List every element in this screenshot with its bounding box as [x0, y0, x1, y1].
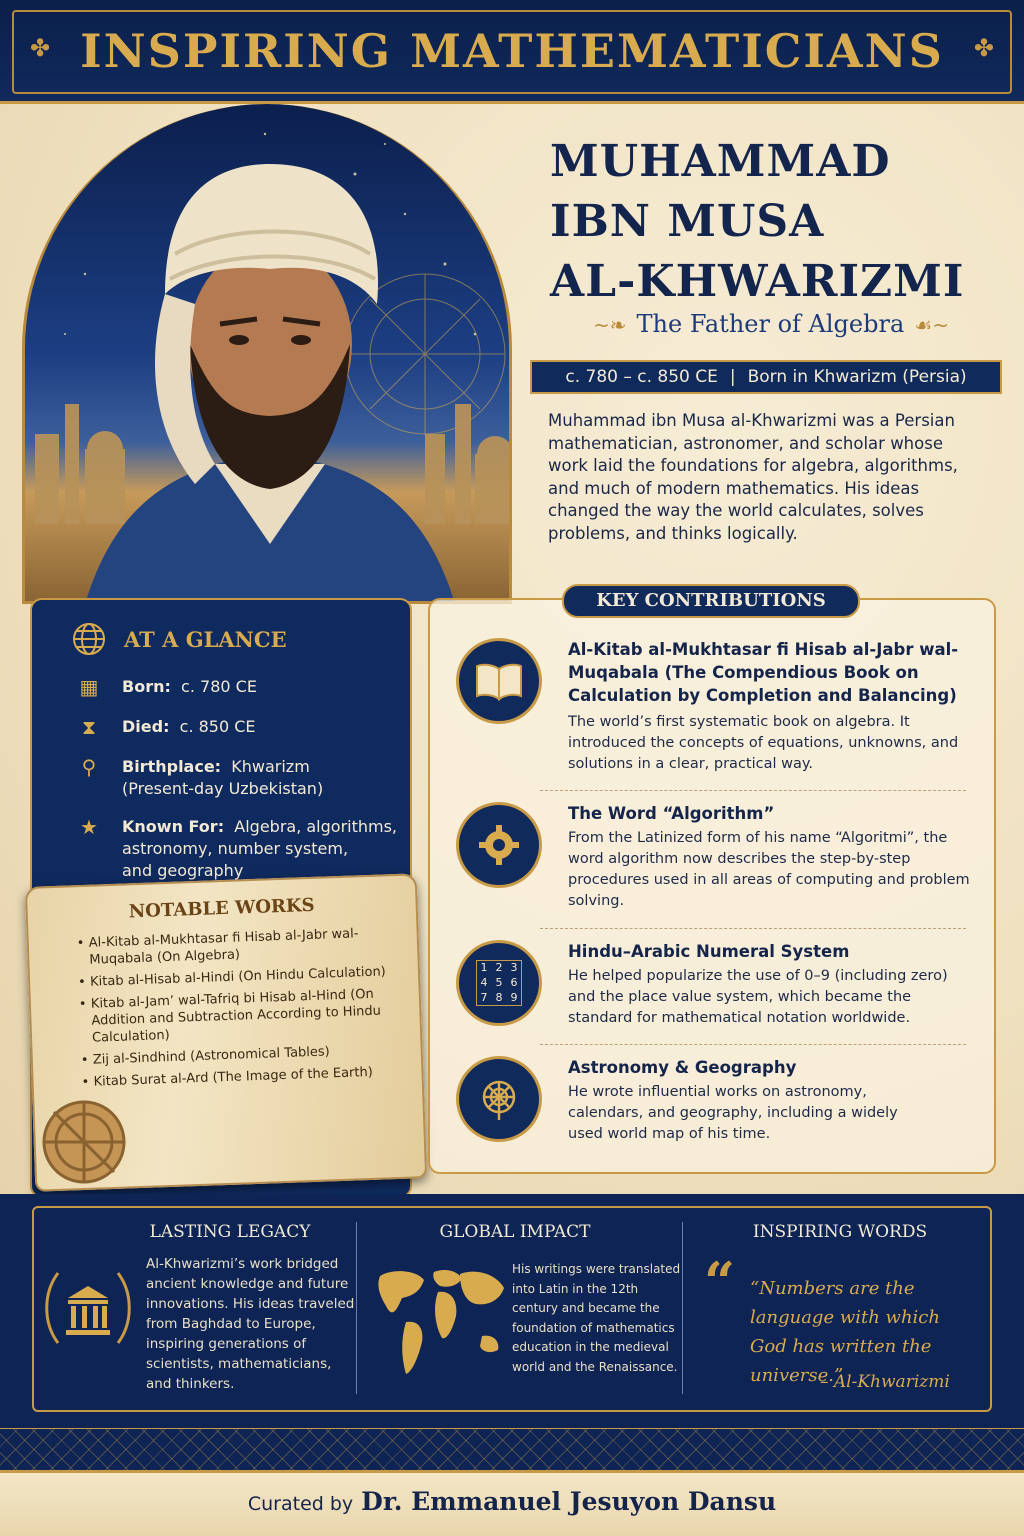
born-label: Born: [122, 677, 171, 696]
words-title: INSPIRING WORDS [752, 1222, 928, 1242]
portrait-svg [25, 104, 512, 604]
glance-died [76, 716, 256, 738]
laurel-building-icon [38, 1258, 138, 1358]
ornament-icon: ✤ [30, 34, 51, 62]
subtitle: The Father of Algebra [636, 310, 905, 338]
astrolabe-illustration-icon [28, 1090, 152, 1190]
astrolabe-icon [456, 1056, 542, 1142]
portrait-illustration [22, 104, 512, 604]
died-value: c. 850 CE [179, 717, 256, 736]
digit: 5 [495, 976, 503, 989]
name-line: IBN MUSA [550, 196, 825, 247]
birthplace-value: Khwarizm [231, 757, 310, 776]
world-map-icon [372, 1262, 508, 1382]
contribution-item [456, 638, 986, 788]
digit: 9 [510, 991, 518, 1004]
digit: 3 [510, 961, 518, 974]
known-value: astronomy, number system, [122, 839, 349, 858]
divider [540, 790, 966, 791]
glance-birthplace [76, 756, 323, 800]
divider [540, 928, 966, 929]
flourish-icon: ~❧ [593, 313, 627, 337]
known-label: Known For: [122, 817, 225, 836]
known-value: and geography [122, 861, 244, 880]
digit: 7 [480, 991, 488, 1004]
contribution-item [456, 802, 986, 922]
contribution-title: Hindu–Arabic Numeral System [568, 942, 850, 961]
quote-text: “Numbers are the language with which God has written the universe.” [750, 1278, 940, 1386]
star-icon: ★ [80, 815, 98, 839]
digit: 8 [495, 991, 503, 1004]
footer [0, 1470, 1024, 1536]
hourglass-icon: ⧗ [81, 715, 97, 739]
list-item: • Zij al-Sindhind (Astronomical Tables) [81, 1041, 401, 1069]
dates-bar [530, 360, 1002, 394]
birthplace-label: Birthplace: [122, 757, 222, 776]
impact-text: His writings were translated into Latin in the 12th century and became the foundation of mathematics education in the medieval world and the Renaissance. [512, 1262, 681, 1374]
subtitle-row [556, 306, 986, 346]
contribution-text: The world’s first systematic book on algebra. It introduced the concepts of equations, unknowns, and solutions in a clear, practical way. [568, 714, 959, 772]
separator: | [729, 367, 736, 387]
page-title: INSPIRING MATHEMATICIANS [80, 24, 944, 78]
impact-title: GLOBAL IMPACT [439, 1222, 591, 1242]
died-label: Died: [122, 717, 170, 736]
location-pin-icon: ⚲ [81, 755, 97, 779]
ornament-icon: ✤ [973, 34, 994, 62]
digit: 6 [510, 976, 518, 989]
gear-icon [456, 802, 542, 888]
quote-author: – Al-Khwarizmi [820, 1372, 950, 1392]
open-book-icon [456, 638, 542, 724]
digit: 2 [495, 961, 503, 974]
quote-mark-icon: “ [704, 1250, 736, 1314]
contribution-text: From the Latinized form of his name “Algoritmi”, the word algorithm now describes the step-by-step procedures used in all areas of computing and problem solving. [568, 830, 970, 909]
name-line: AL-KHWARIZMI [550, 256, 965, 307]
calendar-icon: ▦ [79, 675, 99, 699]
digit: 4 [480, 976, 488, 989]
list-item: • Kitab al-Hisab al-Hindi (On Hindu Calculation) [78, 963, 398, 991]
known-value: Algebra, algorithms, [234, 817, 398, 836]
header [0, 0, 1024, 104]
birthplace-note: (Present-day Uzbekistan) [122, 779, 324, 798]
notable-works-list [77, 924, 402, 1096]
column-divider [356, 1222, 357, 1394]
glance-known-for [76, 816, 397, 882]
birth-place: Born in Khwarizm (Persia) [747, 367, 967, 387]
contribution-item [456, 1056, 986, 1156]
column-divider [682, 1222, 683, 1394]
contribution-item [456, 940, 986, 1040]
list-item: • Kitab Surat al-Ard (The Image of the Earth) [81, 1063, 401, 1091]
notable-works-title: NOTABLE WORKS [128, 894, 315, 923]
key-contributions-title: KEY CONTRIBUTIONS [562, 584, 860, 618]
biography: Muhammad ibn Musa al-Khwarizmi was a Persian mathematician, astronomer, and scholar whose work laid the foundations for algebra, algorithms, and much of modern mathematics. His ideas changed the way the world calculates, solves problems, and thinks logically. [548, 411, 958, 543]
born-value: c. 780 CE [181, 677, 257, 696]
legacy-text: Al-Khwarizmi’s work bridged ancient knowledge and future innovations. His ideas traveled from Baghdad to Europe, inspiring generations of scientists, mathematicians, and thinkers. [146, 1256, 355, 1392]
glance-header [72, 622, 287, 656]
list-item: • Al-Kitab al-Mukhtasar fi Hisab al-Jabr wal-Muqabala (On Algebra) [77, 924, 398, 969]
contribution-title: Al-Kitab al-Mukhtasar fi Hisab al-Jabr wal-Muqabala (The Compendious Book on Calculation by Completion and Balancing) [568, 640, 959, 705]
flourish-icon: ☙~ [914, 313, 949, 337]
life-dates: c. 780 – c. 850 CE [565, 367, 718, 387]
digit: 1 [480, 961, 488, 974]
name-line: MUHAMMAD [550, 136, 891, 187]
glance-born [76, 676, 257, 698]
contribution-title: The Word “Algorithm” [568, 804, 775, 823]
curator-name: Dr. Emmanuel Jesuyon Dansu [361, 1487, 777, 1516]
divider [540, 1044, 966, 1045]
contribution-title: Astronomy & Geography [568, 1058, 797, 1077]
contribution-text: He wrote influential works on astronomy, calendars, and geography, including a widely used world map of his time. [568, 1084, 898, 1142]
decorative-pattern [0, 1428, 1024, 1470]
glance-title: AT A GLANCE [124, 626, 287, 652]
numeral-grid-icon [456, 940, 542, 1026]
list-item: • Kitab al-Jam’ wal-Tafriq bi Hisab al-Hind (On Addition and Subtraction According to Hindu Calculation) [79, 985, 401, 1047]
mathematician-name [550, 132, 1010, 312]
curated-by-label: Curated by [247, 1493, 354, 1515]
contribution-text: He helped popularize the use of 0–9 (including zero) and the place value system, which became the standard for mathematical notation worldwide. [568, 968, 948, 1026]
legacy-title: LASTING LEGACY [149, 1222, 311, 1242]
globe-icon [72, 622, 106, 656]
